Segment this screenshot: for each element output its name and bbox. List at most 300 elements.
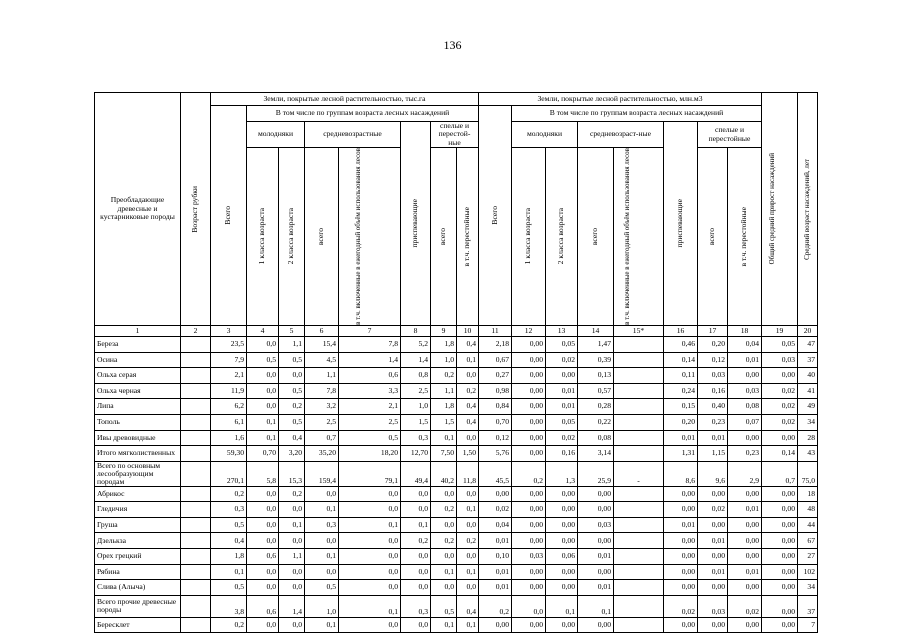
table-cell bbox=[614, 383, 664, 399]
table-cell bbox=[181, 502, 211, 518]
table-cell: 0,00 bbox=[664, 502, 698, 518]
table-cell: 0,00 bbox=[728, 617, 762, 633]
species-name: Береза bbox=[95, 336, 181, 352]
table-cell: 0,01 bbox=[578, 548, 614, 564]
column-number: 19 bbox=[762, 325, 798, 336]
table-cell: - bbox=[614, 461, 664, 486]
table-cell: 0,23 bbox=[698, 414, 728, 430]
table-cell: 0,00 bbox=[664, 564, 698, 580]
table-cell: 0,01 bbox=[698, 533, 728, 549]
table-cell: 1,3 bbox=[546, 461, 578, 486]
table-cell: 1,15 bbox=[698, 446, 728, 462]
table-cell: 0,0 bbox=[247, 502, 279, 518]
table-cell: 11,8 bbox=[457, 461, 479, 486]
table-row bbox=[95, 368, 818, 384]
table-cell: 0,1 bbox=[305, 502, 339, 518]
table-cell: 1,1 bbox=[279, 336, 305, 352]
table-cell: 0,0 bbox=[401, 486, 431, 502]
table-cell: 0,02 bbox=[728, 595, 762, 617]
table-cell: 1,31 bbox=[664, 446, 698, 462]
table-cell: 0,00 bbox=[762, 502, 798, 518]
table-cell: 0,00 bbox=[546, 486, 578, 502]
table-cell: 0,0 bbox=[401, 502, 431, 518]
table-cell: 0,00 bbox=[512, 486, 546, 502]
table-cell: 0,00 bbox=[512, 446, 546, 462]
header-area-age-groups: В том числе по группам возраста лесных насаждений bbox=[247, 106, 479, 122]
table-cell: 0,2 bbox=[512, 461, 546, 486]
table-cell: 41 bbox=[798, 383, 818, 399]
table-row bbox=[95, 461, 818, 486]
table-cell: 2,1 bbox=[339, 399, 401, 415]
table-cell: 0,1 bbox=[431, 430, 457, 446]
table-cell: 0,0 bbox=[247, 580, 279, 596]
table-cell: 1,4 bbox=[339, 352, 401, 368]
table-cell: 18 bbox=[798, 486, 818, 502]
header-volume-mature: спелые и перестойные bbox=[698, 122, 762, 148]
column-number: 14 bbox=[578, 325, 614, 336]
table-row bbox=[95, 446, 818, 462]
table-cell: 0,70 bbox=[247, 446, 279, 462]
table-cell: 0,1 bbox=[457, 564, 479, 580]
species-name: Липа bbox=[95, 399, 181, 415]
table-cell: 0,0 bbox=[457, 517, 479, 533]
table-cell: 0,0 bbox=[401, 548, 431, 564]
header-volume-total: Всего bbox=[479, 106, 512, 326]
table-cell: 0,20 bbox=[698, 336, 728, 352]
table-cell: 0,0 bbox=[431, 580, 457, 596]
table-cell: 0,00 bbox=[728, 580, 762, 596]
table-cell: 0,0 bbox=[305, 486, 339, 502]
table-cell: 0,0 bbox=[339, 486, 401, 502]
table-cell: 0,00 bbox=[512, 580, 546, 596]
column-number: 17 bbox=[698, 325, 728, 336]
table-cell: 0,1 bbox=[305, 617, 339, 633]
species-name: Бересклет bbox=[95, 617, 181, 633]
table-cell: 0,02 bbox=[762, 399, 798, 415]
table-cell: 0,0 bbox=[305, 564, 339, 580]
table-row bbox=[95, 580, 818, 596]
table-cell: 8,6 bbox=[664, 461, 698, 486]
table-cell: 0,0 bbox=[247, 617, 279, 633]
table-cell: 0,1 bbox=[211, 564, 247, 580]
table-cell: 0,1 bbox=[431, 617, 457, 633]
table-cell: 0,00 bbox=[546, 533, 578, 549]
table-cell: 0,4 bbox=[457, 414, 479, 430]
header-area-ripening: приспевающие bbox=[401, 122, 431, 326]
table-cell: 0,00 bbox=[512, 617, 546, 633]
table-cell: 0,01 bbox=[479, 580, 512, 596]
table-cell bbox=[181, 352, 211, 368]
table-cell: 0,3 bbox=[211, 502, 247, 518]
table-cell: 9,6 bbox=[698, 461, 728, 486]
table-cell: 0,5 bbox=[247, 352, 279, 368]
table-cell bbox=[614, 336, 664, 352]
table-cell: 0,2 bbox=[211, 617, 247, 633]
table-cell bbox=[614, 595, 664, 617]
table-cell: 0,5 bbox=[279, 352, 305, 368]
table-cell bbox=[181, 595, 211, 617]
table-cell: 0,01 bbox=[698, 564, 728, 580]
species-name: Дзелькза bbox=[95, 533, 181, 549]
table-cell: 0,2 bbox=[457, 383, 479, 399]
table-cell: 0,00 bbox=[762, 564, 798, 580]
species-name: Всего по основным лесообразующим породам bbox=[95, 461, 181, 486]
table-cell: 0,5 bbox=[305, 580, 339, 596]
table-cell: 0,0 bbox=[431, 517, 457, 533]
species-name: Осина bbox=[95, 352, 181, 368]
column-number: 15* bbox=[614, 325, 664, 336]
table-cell: 0,03 bbox=[698, 595, 728, 617]
table-cell: 0,0 bbox=[247, 533, 279, 549]
table-cell: 0,02 bbox=[698, 502, 728, 518]
table-cell: 0,0 bbox=[339, 548, 401, 564]
table-cell: 0,0 bbox=[305, 533, 339, 549]
table-cell: 0,00 bbox=[578, 502, 614, 518]
table-cell: 0,0 bbox=[247, 383, 279, 399]
species-name: Абрикос bbox=[95, 486, 181, 502]
table-cell: 0,01 bbox=[728, 352, 762, 368]
table-cell: 3,3 bbox=[339, 383, 401, 399]
table-cell: 0,4 bbox=[457, 399, 479, 415]
table-cell: 12,70 bbox=[401, 446, 431, 462]
table-cell: 0,00 bbox=[762, 486, 798, 502]
table-row bbox=[95, 517, 818, 533]
table-cell: 0,98 bbox=[479, 383, 512, 399]
column-number: 11 bbox=[479, 325, 512, 336]
table-cell: 0,5 bbox=[211, 517, 247, 533]
table-cell: 0,00 bbox=[762, 595, 798, 617]
table-cell: 0,0 bbox=[279, 533, 305, 549]
table-cell: 0,7 bbox=[762, 461, 798, 486]
table-cell: 0,01 bbox=[578, 580, 614, 596]
header-species: Преобладающие древесные и кустарниковые породы bbox=[95, 93, 181, 326]
table-cell: 23,5 bbox=[211, 336, 247, 352]
table-cell: 0,10 bbox=[479, 548, 512, 564]
header-volume-middle-aged: средневозраст-ные bbox=[578, 122, 664, 148]
header-area-young: молодняки bbox=[247, 122, 305, 148]
table-cell: 0,6 bbox=[339, 368, 401, 384]
table-cell: 0,40 bbox=[698, 399, 728, 415]
table-body bbox=[95, 325, 818, 632]
table-cell: 0,0 bbox=[339, 617, 401, 633]
table-cell: 0,0 bbox=[279, 368, 305, 384]
table-cell: 43 bbox=[798, 446, 818, 462]
table-cell: 0,00 bbox=[512, 430, 546, 446]
table-cell bbox=[181, 564, 211, 580]
table-cell: 0,46 bbox=[664, 336, 698, 352]
table-cell: 0,1 bbox=[279, 517, 305, 533]
table-cell: 0,4 bbox=[279, 430, 305, 446]
table-cell bbox=[614, 548, 664, 564]
species-name: Груша bbox=[95, 517, 181, 533]
table-cell: 25,9 bbox=[578, 461, 614, 486]
table-cell: 0,1 bbox=[305, 548, 339, 564]
table-cell: 0,02 bbox=[546, 352, 578, 368]
table-cell: 2,9 bbox=[728, 461, 762, 486]
table-cell: 0,0 bbox=[339, 502, 401, 518]
table-cell: 1,4 bbox=[279, 595, 305, 617]
table-cell: 0,00 bbox=[512, 517, 546, 533]
table-cell: 0,00 bbox=[578, 533, 614, 549]
table-cell: 0,01 bbox=[546, 399, 578, 415]
table-row bbox=[95, 595, 818, 617]
table-cell: 1,6 bbox=[211, 430, 247, 446]
table-cell bbox=[181, 617, 211, 633]
table-cell: 5,76 bbox=[479, 446, 512, 462]
column-number: 16 bbox=[664, 325, 698, 336]
header-area-mature-all: всего bbox=[431, 148, 457, 326]
table-cell: 0,0 bbox=[401, 580, 431, 596]
table-cell bbox=[181, 486, 211, 502]
table-cell bbox=[614, 533, 664, 549]
table-cell: 48 bbox=[798, 502, 818, 518]
table-cell: 0,67 bbox=[479, 352, 512, 368]
table-cell: 34 bbox=[798, 414, 818, 430]
header-volume-incl-annual: в т.ч. включенные в ежегодный объём использования лесов bbox=[614, 148, 664, 326]
table-cell: 0,70 bbox=[479, 414, 512, 430]
table-cell bbox=[614, 430, 664, 446]
table-cell: 0,01 bbox=[728, 564, 762, 580]
table-cell: 0,1 bbox=[247, 430, 279, 446]
table-cell bbox=[614, 399, 664, 415]
table-cell: 0,1 bbox=[401, 517, 431, 533]
page-number: 136 bbox=[443, 38, 462, 52]
table-cell: 0,3 bbox=[401, 595, 431, 617]
table-cell: 7 bbox=[798, 617, 818, 633]
table-cell: 0,0 bbox=[247, 486, 279, 502]
table-cell: 0,07 bbox=[728, 414, 762, 430]
table-cell bbox=[181, 383, 211, 399]
table-cell: 0,0 bbox=[457, 368, 479, 384]
table-cell: 2,18 bbox=[479, 336, 512, 352]
table-cell: 0,03 bbox=[578, 517, 614, 533]
table-cell: 59,30 bbox=[211, 446, 247, 462]
table-cell: 1,8 bbox=[211, 548, 247, 564]
table-cell: 0,1 bbox=[339, 595, 401, 617]
table-cell: 0,02 bbox=[546, 430, 578, 446]
table-cell: 0,00 bbox=[728, 368, 762, 384]
table-cell: 0,04 bbox=[479, 517, 512, 533]
table-cell: 0,7 bbox=[305, 430, 339, 446]
table-cell bbox=[181, 336, 211, 352]
table-cell: 102 bbox=[798, 564, 818, 580]
table-cell: 79,1 bbox=[339, 461, 401, 486]
table-cell: 0,13 bbox=[578, 368, 614, 384]
table-cell: 0,2 bbox=[431, 533, 457, 549]
table-cell: 7,8 bbox=[305, 383, 339, 399]
table-cell: 0,00 bbox=[512, 533, 546, 549]
table-cell: 0,00 bbox=[762, 548, 798, 564]
table-cell: 0,00 bbox=[762, 533, 798, 549]
table-cell: 1,8 bbox=[431, 399, 457, 415]
table-cell: 3,2 bbox=[305, 399, 339, 415]
table-cell: 0,5 bbox=[279, 414, 305, 430]
table-cell: 0,00 bbox=[512, 399, 546, 415]
species-name: Орех грецкий bbox=[95, 548, 181, 564]
header-avg-increment: Общий средний прирост насаждений bbox=[762, 93, 798, 326]
table-cell bbox=[181, 548, 211, 564]
table-cell: 0,01 bbox=[698, 430, 728, 446]
table-cell bbox=[181, 430, 211, 446]
table-cell: 0,1 bbox=[457, 617, 479, 633]
table-cell: 40 bbox=[798, 368, 818, 384]
table-cell: 0,12 bbox=[698, 352, 728, 368]
table-cell: 1,5 bbox=[401, 414, 431, 430]
table-cell: 40,2 bbox=[431, 461, 457, 486]
table-cell: 0,00 bbox=[479, 617, 512, 633]
column-number: 2 bbox=[181, 325, 211, 336]
table-cell: 0,00 bbox=[664, 548, 698, 564]
table-cell: 1,50 bbox=[457, 446, 479, 462]
table-cell: 0,0 bbox=[431, 548, 457, 564]
table-cell bbox=[181, 517, 211, 533]
table-cell: 7,50 bbox=[431, 446, 457, 462]
table-cell: 2,5 bbox=[401, 383, 431, 399]
table-cell: 1,5 bbox=[431, 414, 457, 430]
column-number: 4 bbox=[247, 325, 279, 336]
header-area-overmature: в т.ч. перестойные bbox=[457, 148, 479, 326]
table-cell: 0,2 bbox=[211, 486, 247, 502]
species-name: Итого мягколиственных bbox=[95, 446, 181, 462]
table-cell: 0,00 bbox=[728, 533, 762, 549]
table-cell: 0,1 bbox=[339, 517, 401, 533]
table-cell bbox=[181, 399, 211, 415]
species-name: Рябина bbox=[95, 564, 181, 580]
table-cell: 0,27 bbox=[479, 368, 512, 384]
table-cell: 0,00 bbox=[512, 383, 546, 399]
table-row bbox=[95, 564, 818, 580]
table-cell: 0,00 bbox=[512, 336, 546, 352]
table-cell: 0,01 bbox=[664, 430, 698, 446]
table-cell: 0,16 bbox=[546, 446, 578, 462]
table-cell bbox=[614, 617, 664, 633]
table-cell: 0,00 bbox=[728, 517, 762, 533]
table-cell: 44 bbox=[798, 517, 818, 533]
table-cell: 0,0 bbox=[339, 580, 401, 596]
table-cell: 0,84 bbox=[479, 399, 512, 415]
table-cell: 0,15 bbox=[664, 399, 698, 415]
table-cell: 0,00 bbox=[728, 486, 762, 502]
table-cell: 0,0 bbox=[247, 399, 279, 415]
table-cell: 0,02 bbox=[762, 383, 798, 399]
forest-fund-table bbox=[94, 92, 818, 633]
table-cell: 0,00 bbox=[479, 486, 512, 502]
header-volume-class2: 2 класса возраста bbox=[546, 148, 578, 326]
table-cell: 35,20 bbox=[305, 446, 339, 462]
table-cell: 0,00 bbox=[762, 517, 798, 533]
table-cell: 0,23 bbox=[728, 446, 762, 462]
table-cell bbox=[614, 517, 664, 533]
table-cell: 0,2 bbox=[279, 399, 305, 415]
table-cell: 0,00 bbox=[546, 564, 578, 580]
table-cell: 15,3 bbox=[279, 461, 305, 486]
table-cell: 0,14 bbox=[664, 352, 698, 368]
table-cell: 0,05 bbox=[546, 414, 578, 430]
table-cell: 47 bbox=[798, 336, 818, 352]
table-cell: 0,0 bbox=[457, 580, 479, 596]
table-cell: 0,2 bbox=[479, 595, 512, 617]
table-cell bbox=[181, 368, 211, 384]
column-number: 5 bbox=[279, 325, 305, 336]
table-cell: 1,1 bbox=[279, 548, 305, 564]
table-cell: 37 bbox=[798, 595, 818, 617]
table-cell: 0,00 bbox=[512, 502, 546, 518]
header-volume-age-groups: В том числе по группам возраста лесных насаждений bbox=[512, 106, 762, 122]
table-cell: 0,0 bbox=[247, 517, 279, 533]
table-cell: 0,08 bbox=[728, 399, 762, 415]
table-cell: 0,00 bbox=[698, 486, 728, 502]
table-cell: 0,00 bbox=[546, 517, 578, 533]
table-cell: 7,8 bbox=[339, 336, 401, 352]
table-cell: 0,08 bbox=[578, 430, 614, 446]
table-cell: 0,4 bbox=[457, 336, 479, 352]
table-cell: 67 bbox=[798, 533, 818, 549]
header-area-mature: спелые и перестой-ные bbox=[431, 122, 479, 148]
header-volume-group: Земли, покрытые лесной растительностью, млн.м3 bbox=[479, 93, 762, 106]
table-cell: 0,02 bbox=[664, 595, 698, 617]
table-cell: 34 bbox=[798, 580, 818, 596]
table-cell: 0,00 bbox=[512, 368, 546, 384]
table-cell: 75,0 bbox=[798, 461, 818, 486]
table-cell: 0,00 bbox=[698, 617, 728, 633]
table-cell: 0,00 bbox=[762, 617, 798, 633]
table-cell: 0,2 bbox=[431, 368, 457, 384]
table-row bbox=[95, 548, 818, 564]
table-cell bbox=[181, 533, 211, 549]
table-cell: 0,00 bbox=[578, 617, 614, 633]
table-row bbox=[95, 430, 818, 446]
table-cell bbox=[181, 461, 211, 486]
table-cell: 2,5 bbox=[339, 414, 401, 430]
table-cell: 0,06 bbox=[546, 548, 578, 564]
table-cell: 0,1 bbox=[247, 414, 279, 430]
table-row bbox=[95, 352, 818, 368]
table-cell: 37 bbox=[798, 352, 818, 368]
table-cell bbox=[181, 446, 211, 462]
table-cell: 0,00 bbox=[728, 548, 762, 564]
table-cell: 1,1 bbox=[431, 383, 457, 399]
table-cell: 0,5 bbox=[211, 580, 247, 596]
table-cell: 0,01 bbox=[546, 383, 578, 399]
table-cell: 0,00 bbox=[698, 548, 728, 564]
table-cell: 0,00 bbox=[578, 564, 614, 580]
table-cell: 0,0 bbox=[401, 617, 431, 633]
table-cell: 27 bbox=[798, 548, 818, 564]
table-cell: 3,14 bbox=[578, 446, 614, 462]
table-cell: 0,03 bbox=[762, 352, 798, 368]
table-cell: 0,05 bbox=[762, 336, 798, 352]
table-cell: 0,11 bbox=[664, 368, 698, 384]
table-cell bbox=[614, 446, 664, 462]
table-cell: 0,0 bbox=[431, 486, 457, 502]
table-cell bbox=[614, 352, 664, 368]
table-cell: 0,03 bbox=[698, 368, 728, 384]
table-cell: 5,2 bbox=[401, 336, 431, 352]
species-name: Всего прочие древесные породы bbox=[95, 595, 181, 617]
table-cell: 0,01 bbox=[479, 564, 512, 580]
column-number: 1 bbox=[95, 325, 181, 336]
header-avg-age: Средний возраст насаждений, лет bbox=[798, 93, 818, 326]
table-row bbox=[95, 617, 818, 633]
table-cell: 1,0 bbox=[305, 595, 339, 617]
table-cell: 0,0 bbox=[512, 595, 546, 617]
table-cell: 0,00 bbox=[546, 580, 578, 596]
table-cell: 0,2 bbox=[457, 533, 479, 549]
table-cell: 0,05 bbox=[546, 336, 578, 352]
table-cell: 0,0 bbox=[339, 564, 401, 580]
table-cell: 0,2 bbox=[279, 486, 305, 502]
table-cell: 15,4 bbox=[305, 336, 339, 352]
